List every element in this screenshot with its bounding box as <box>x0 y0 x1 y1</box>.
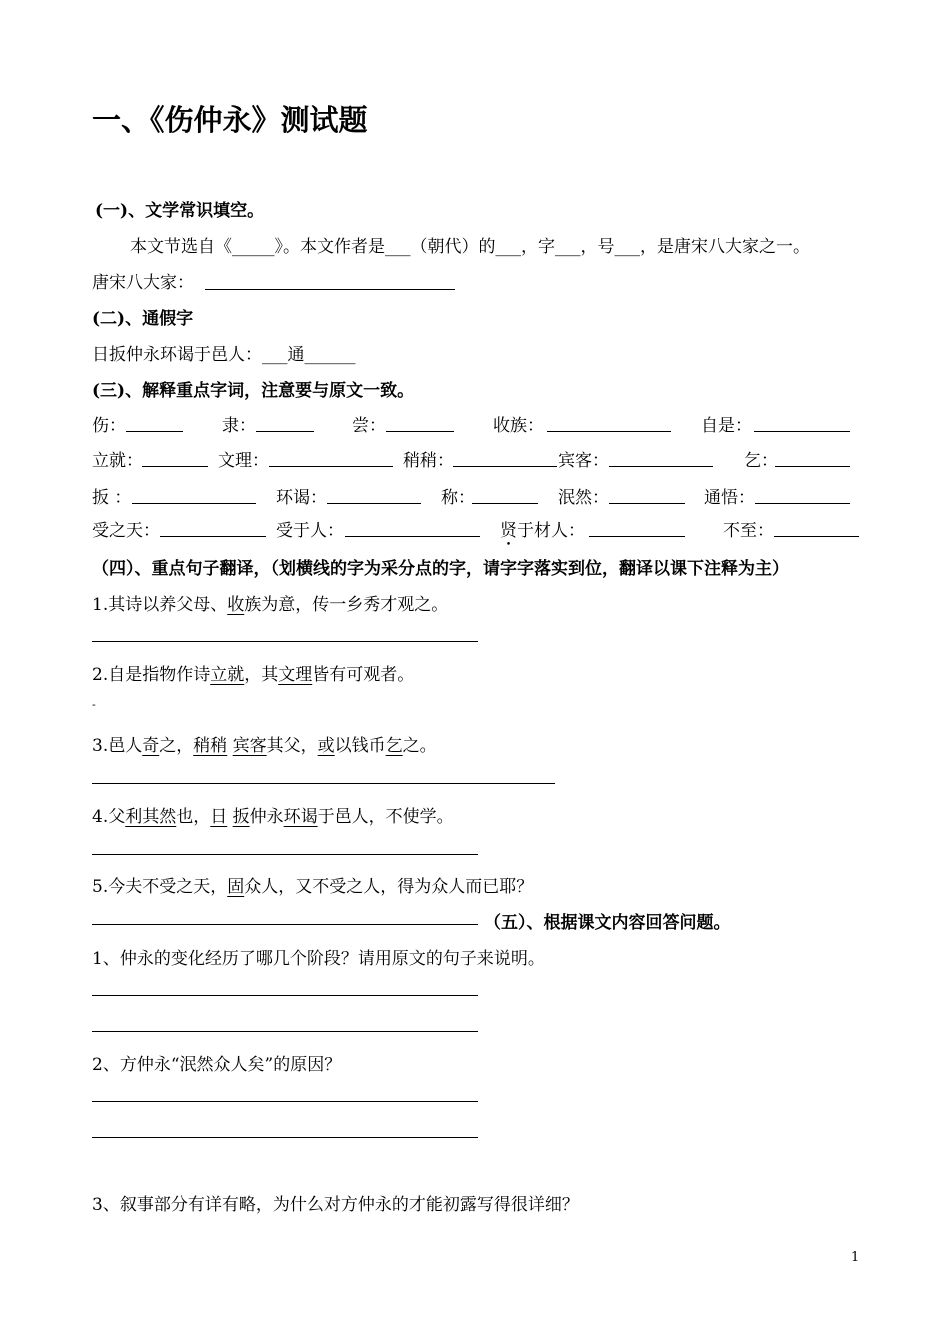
answer-line <box>754 431 850 432</box>
page-number: 1 <box>851 1250 860 1265</box>
sentence-key-word: 日 <box>210 807 228 827</box>
answer-line <box>453 466 557 467</box>
sentence-text: 5.今夫不受之天， <box>92 877 228 897</box>
answer-line <box>92 1137 478 1138</box>
answer-line <box>774 536 859 537</box>
answer-line <box>92 1101 478 1102</box>
answer-line <box>92 641 478 642</box>
answer-line <box>269 466 393 467</box>
answer-line <box>755 503 850 504</box>
sentence-key-word: 宾客 <box>232 736 267 756</box>
answer-line <box>92 924 478 925</box>
answer-line <box>589 536 685 537</box>
section-1-heading: (一)、文学常识填空。 <box>95 201 265 221</box>
comprehension-question-2: 2、方仲永“泯然众人矣”的原因？ <box>92 1055 342 1075</box>
answer-line <box>92 1031 478 1032</box>
sentence-text: 之， <box>159 736 194 756</box>
answer-line <box>609 466 713 467</box>
sentence-key-word: 立就 <box>210 665 245 685</box>
answer-line <box>142 466 208 467</box>
sentence-key-word: 扳 <box>232 807 250 827</box>
sentence-key-word: 乞 <box>385 736 403 756</box>
sentence-text: 于邑人，不使学。 <box>317 807 454 827</box>
sentence-text: ，其 <box>244 665 279 685</box>
word-label: 乞： <box>744 451 778 471</box>
word-label: 稍稍： <box>403 451 454 471</box>
translation-question-5 <box>92 872 533 897</box>
sentence-key-word: 固 <box>227 877 245 897</box>
sentence-key-word: 环谒 <box>283 807 318 827</box>
word-label: 贤 <box>500 521 517 541</box>
section-1-line-2: 唐宋八大家： <box>92 273 194 293</box>
sentence-text: 族为意，传一乡秀才观之。 <box>244 595 449 615</box>
word-label: 文理： <box>218 451 269 471</box>
sentence-text: 之。 <box>402 736 437 756</box>
word-label-group <box>500 516 585 541</box>
sentence-text: 其父， <box>266 736 318 756</box>
answer-line <box>256 431 314 432</box>
word-label: 通悟： <box>704 488 755 508</box>
page-title: 一、《伤仲永》测试题 <box>92 103 368 137</box>
translation-question-2 <box>92 660 414 685</box>
comprehension-question-3: 3、叙事部分有详有略，为什么对方仲永的才能初露写得很详细？ <box>92 1195 579 1215</box>
answer-line <box>126 431 183 432</box>
word-label: 扳 ： <box>92 488 132 508</box>
word-label: 自是： <box>701 416 752 436</box>
sentence-text: 仲永 <box>249 807 284 827</box>
answer-line <box>132 503 256 504</box>
sentence-text: 1.其诗以养父母、 <box>92 595 228 615</box>
answer-line <box>609 503 685 504</box>
section-2-heading: (二)、通假字 <box>92 309 194 329</box>
word-label: 收族： <box>493 416 544 436</box>
word-label: 受于人： <box>276 521 344 541</box>
word-label: 受之天： <box>92 521 160 541</box>
sentence-text: 众人，又不受之人，得为众人而已耶？ <box>244 877 534 897</box>
word-label: 称： <box>441 488 475 508</box>
answer-line <box>547 431 671 432</box>
sentence-key-word: 稍稍 <box>193 736 228 756</box>
sentence-key-word: 奇 <box>142 736 160 756</box>
answer-line <box>205 289 455 290</box>
sentence-text: 以钱币 <box>334 736 386 756</box>
answer-line <box>327 503 421 504</box>
translation-question-4 <box>92 802 454 827</box>
word-label: 于材人： <box>517 521 585 541</box>
word-label: 环谒： <box>276 488 327 508</box>
word-label: 隶： <box>222 416 256 436</box>
sentence-key-word: 文理 <box>278 665 313 685</box>
sentence-key-word: 利其然 <box>125 807 177 827</box>
answer-line <box>386 431 454 432</box>
answer-line <box>160 536 266 537</box>
word-label: 立就： <box>92 451 143 471</box>
stray-dash: - <box>92 698 96 711</box>
answer-line <box>92 783 555 784</box>
sentence-text: 皆有可观者。 <box>312 665 415 685</box>
answer-line <box>92 854 478 855</box>
section-4-heading: （四）、重点句子翻译，（划横线的字为采分点的字，请字字落实到位，翻译以课下注释为主） <box>92 559 789 579</box>
sentence-key-word: 收 <box>227 595 245 615</box>
word-label: 泯然： <box>558 488 609 508</box>
word-label: 宾客： <box>558 451 609 471</box>
sentence-key-word: 或 <box>317 736 335 756</box>
section-1-line-1: 本文节选自《_____》。本文作者是___（朝代）的___，字___，号___，是唐宋八大家之一。 <box>130 237 810 257</box>
sentence-text: 也， <box>176 807 211 827</box>
answer-line <box>472 503 538 504</box>
word-label: 不至： <box>723 521 774 541</box>
answer-line <box>92 995 478 996</box>
word-label: 尝： <box>352 416 386 436</box>
answer-line <box>775 466 850 467</box>
section-5-heading: （五）、根据课文内容回答问题。 <box>484 913 731 933</box>
section-3-heading: (三)、解释重点字词，注意要与原文一致。 <box>92 381 415 401</box>
word-label: 伤： <box>92 416 126 436</box>
answer-line <box>345 536 480 537</box>
sentence-text: 4.父 <box>92 807 126 827</box>
translation-question-3 <box>92 731 437 756</box>
translation-question-1 <box>92 590 448 615</box>
sentence-text: 3.邑人 <box>92 736 143 756</box>
sentence-text: 2.自是指物作诗 <box>92 665 211 685</box>
section-2-line: 日扳仲永环谒于邑人：___通______ <box>92 345 356 365</box>
comprehension-question-1: 1、仲永的变化经历了哪几个阶段？请用原文的句子来说明。 <box>92 949 545 969</box>
